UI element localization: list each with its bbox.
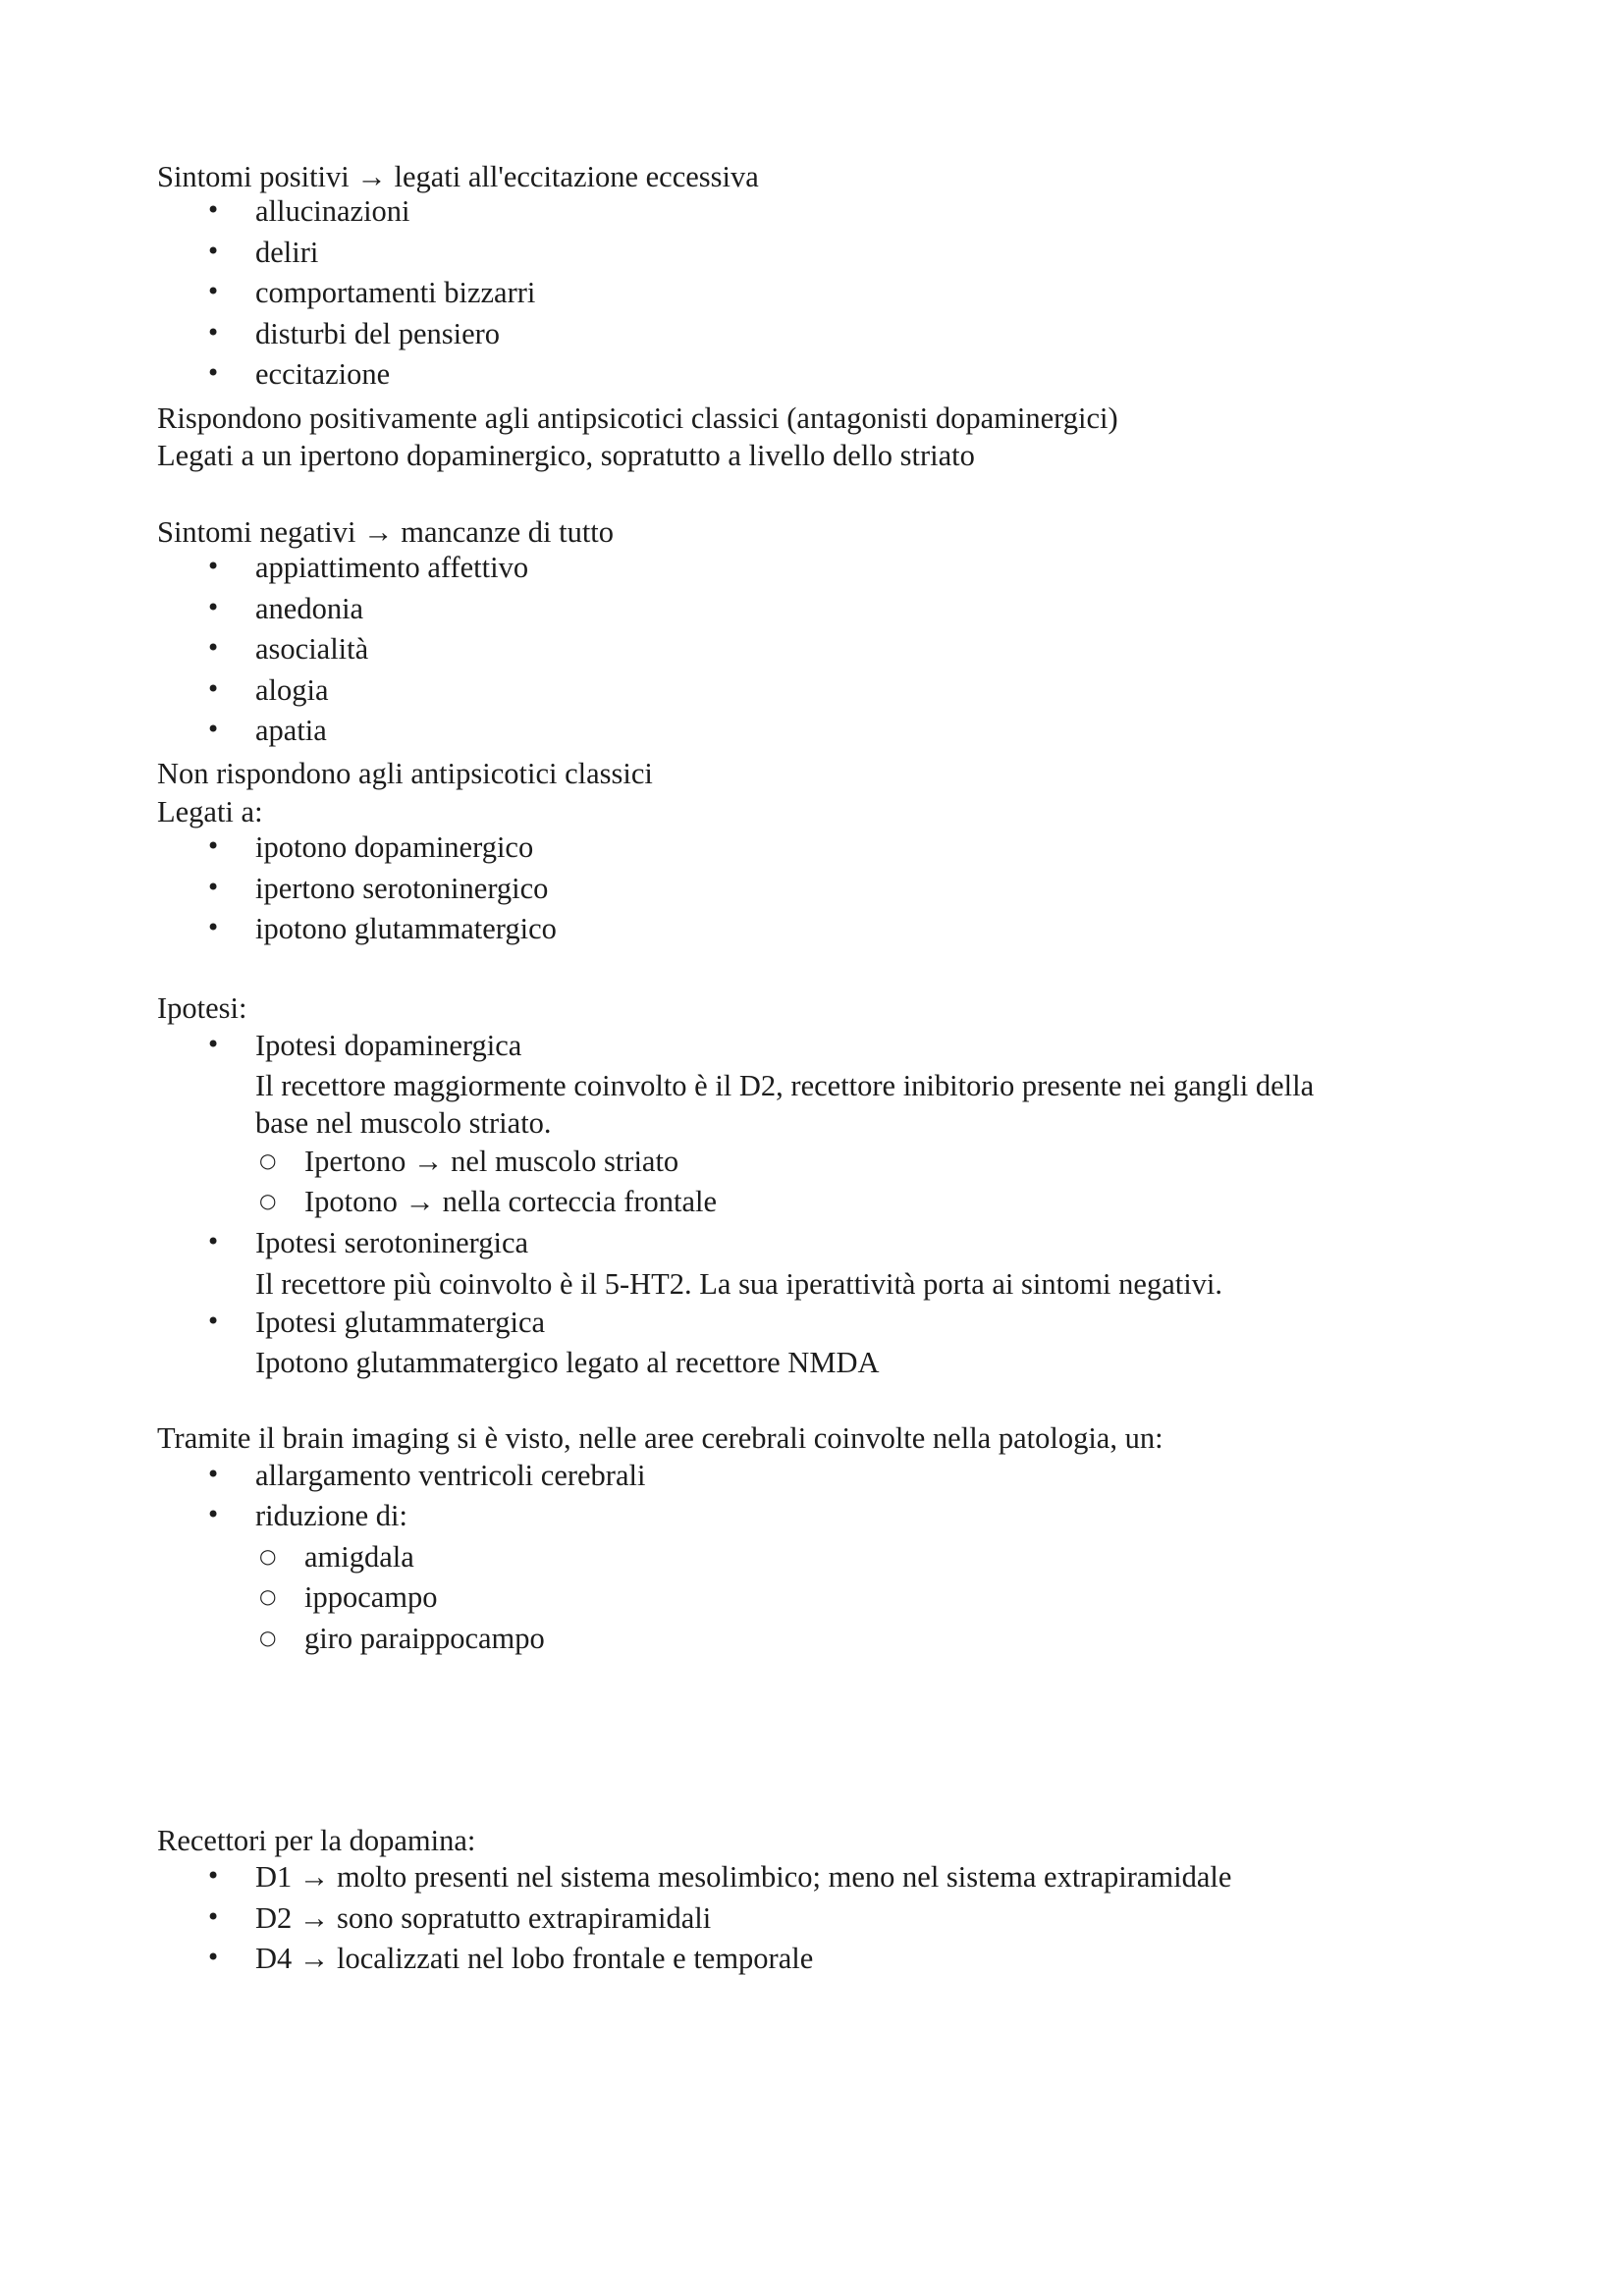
hypothesis-title: Ipotesi serotoninergica — [255, 1226, 529, 1259]
positive-note-1: Rispondono positivamente agli antipsicotici classici (antagonisti dopaminergici) — [157, 401, 1118, 435]
bullet-icon: • — [206, 319, 221, 347]
bullet-icon: • — [206, 1308, 221, 1335]
list-item: asocialità — [255, 632, 369, 666]
circle-bullet-icon: ○ — [259, 1584, 277, 1608]
sub-list-item: Ipotono → nella corteccia frontale — [304, 1185, 718, 1218]
hypotheses-heading: Ipotesi: — [157, 991, 247, 1025]
bullet-icon: • — [206, 675, 221, 703]
hypothesis-description: Il recettore più coinvolto è il 5-HT2. La sua iperattività porta ai sintomi negativi. — [255, 1267, 1223, 1301]
negative-note-1: Non rispondono agli antipsicotici classici — [157, 757, 653, 790]
bullet-icon: • — [206, 832, 221, 860]
negative-linked-label: Legati a: — [157, 795, 263, 828]
hypothesis-title: Ipotesi dopaminergica — [255, 1029, 522, 1062]
list-item: comportamenti bizzarri — [255, 276, 536, 309]
circle-bullet-icon: ○ — [259, 1626, 277, 1649]
bullet-icon: • — [206, 594, 221, 621]
list-item: disturbi del pensiero — [255, 317, 501, 350]
hypothesis-title: Ipotesi glutammatergica — [255, 1306, 546, 1339]
bullet-icon: • — [206, 238, 221, 265]
positive-note-2: Legati a un ipertono dopaminergico, sopratutto a livello dello striato — [157, 439, 975, 472]
list-item: deliri — [255, 236, 319, 269]
bullet-icon: • — [206, 196, 221, 224]
list-item: anedonia — [255, 592, 364, 625]
list-item: appiattimento affettivo — [255, 551, 529, 584]
bullet-icon: • — [206, 634, 221, 662]
bullet-icon: • — [206, 914, 221, 941]
receptors-heading: Recettori per la dopamina: — [157, 1824, 476, 1857]
hypothesis-description: Ipotono glutammatergico legato al recettore NMDA — [255, 1346, 880, 1379]
bullet-icon: • — [206, 359, 221, 387]
negative-heading: Sintomi negativi → mancanze di tutto — [157, 515, 615, 549]
hypothesis-description: base nel muscolo striato. — [255, 1106, 552, 1140]
list-item: D2 → sono sopratutto extrapiramidali — [255, 1901, 712, 1935]
list-item: D4 → localizzati nel lobo frontale e temporale — [255, 1942, 814, 1975]
bullet-icon: • — [206, 1228, 221, 1255]
hypothesis-description: Il recettore maggiormente coinvolto è il D2, recettore inibitorio presente nei gangli della — [255, 1069, 1315, 1102]
sub-list-item: giro paraippocampo — [304, 1622, 545, 1655]
bullet-icon: • — [206, 278, 221, 305]
list-item: allargamento ventricoli cerebrali — [255, 1459, 646, 1492]
bullet-icon: • — [206, 716, 221, 743]
list-item: apatia — [255, 714, 327, 747]
sub-list-item: Ipertono → nel muscolo striato — [304, 1145, 679, 1178]
imaging-heading: Tramite il brain imaging si è visto, nelle aree cerebrali coinvolte nella patologia, un: — [157, 1421, 1163, 1455]
circle-bullet-icon: ○ — [259, 1148, 277, 1172]
bullet-icon: • — [206, 874, 221, 901]
bullet-icon: • — [206, 1501, 221, 1528]
bullet-icon: • — [206, 1031, 221, 1058]
list-item: eccitazione — [255, 357, 391, 391]
list-item: alogia — [255, 673, 329, 707]
bullet-icon: • — [206, 1862, 221, 1890]
list-item: ipertono serotoninergico — [255, 872, 549, 905]
list-item: ipotono dopaminergico — [255, 830, 534, 864]
circle-bullet-icon: ○ — [259, 1544, 277, 1568]
bullet-icon: • — [206, 553, 221, 580]
positive-heading: Sintomi positivi → legati all'eccitazione eccessiva — [157, 160, 759, 193]
bullet-icon: • — [206, 1903, 221, 1931]
bullet-icon: • — [206, 1944, 221, 1971]
sub-list-item: amigdala — [304, 1540, 414, 1574]
list-item: riduzione di: — [255, 1499, 408, 1532]
list-item: allucinazioni — [255, 194, 410, 228]
list-item: ipotono glutammatergico — [255, 912, 557, 945]
list-item: D1 → molto presenti nel sistema mesolimbico; meno nel sistema extrapiramidale — [255, 1860, 1232, 1894]
bullet-icon: • — [206, 1461, 221, 1488]
sub-list-item: ippocampo — [304, 1580, 438, 1614]
circle-bullet-icon: ○ — [259, 1189, 277, 1212]
